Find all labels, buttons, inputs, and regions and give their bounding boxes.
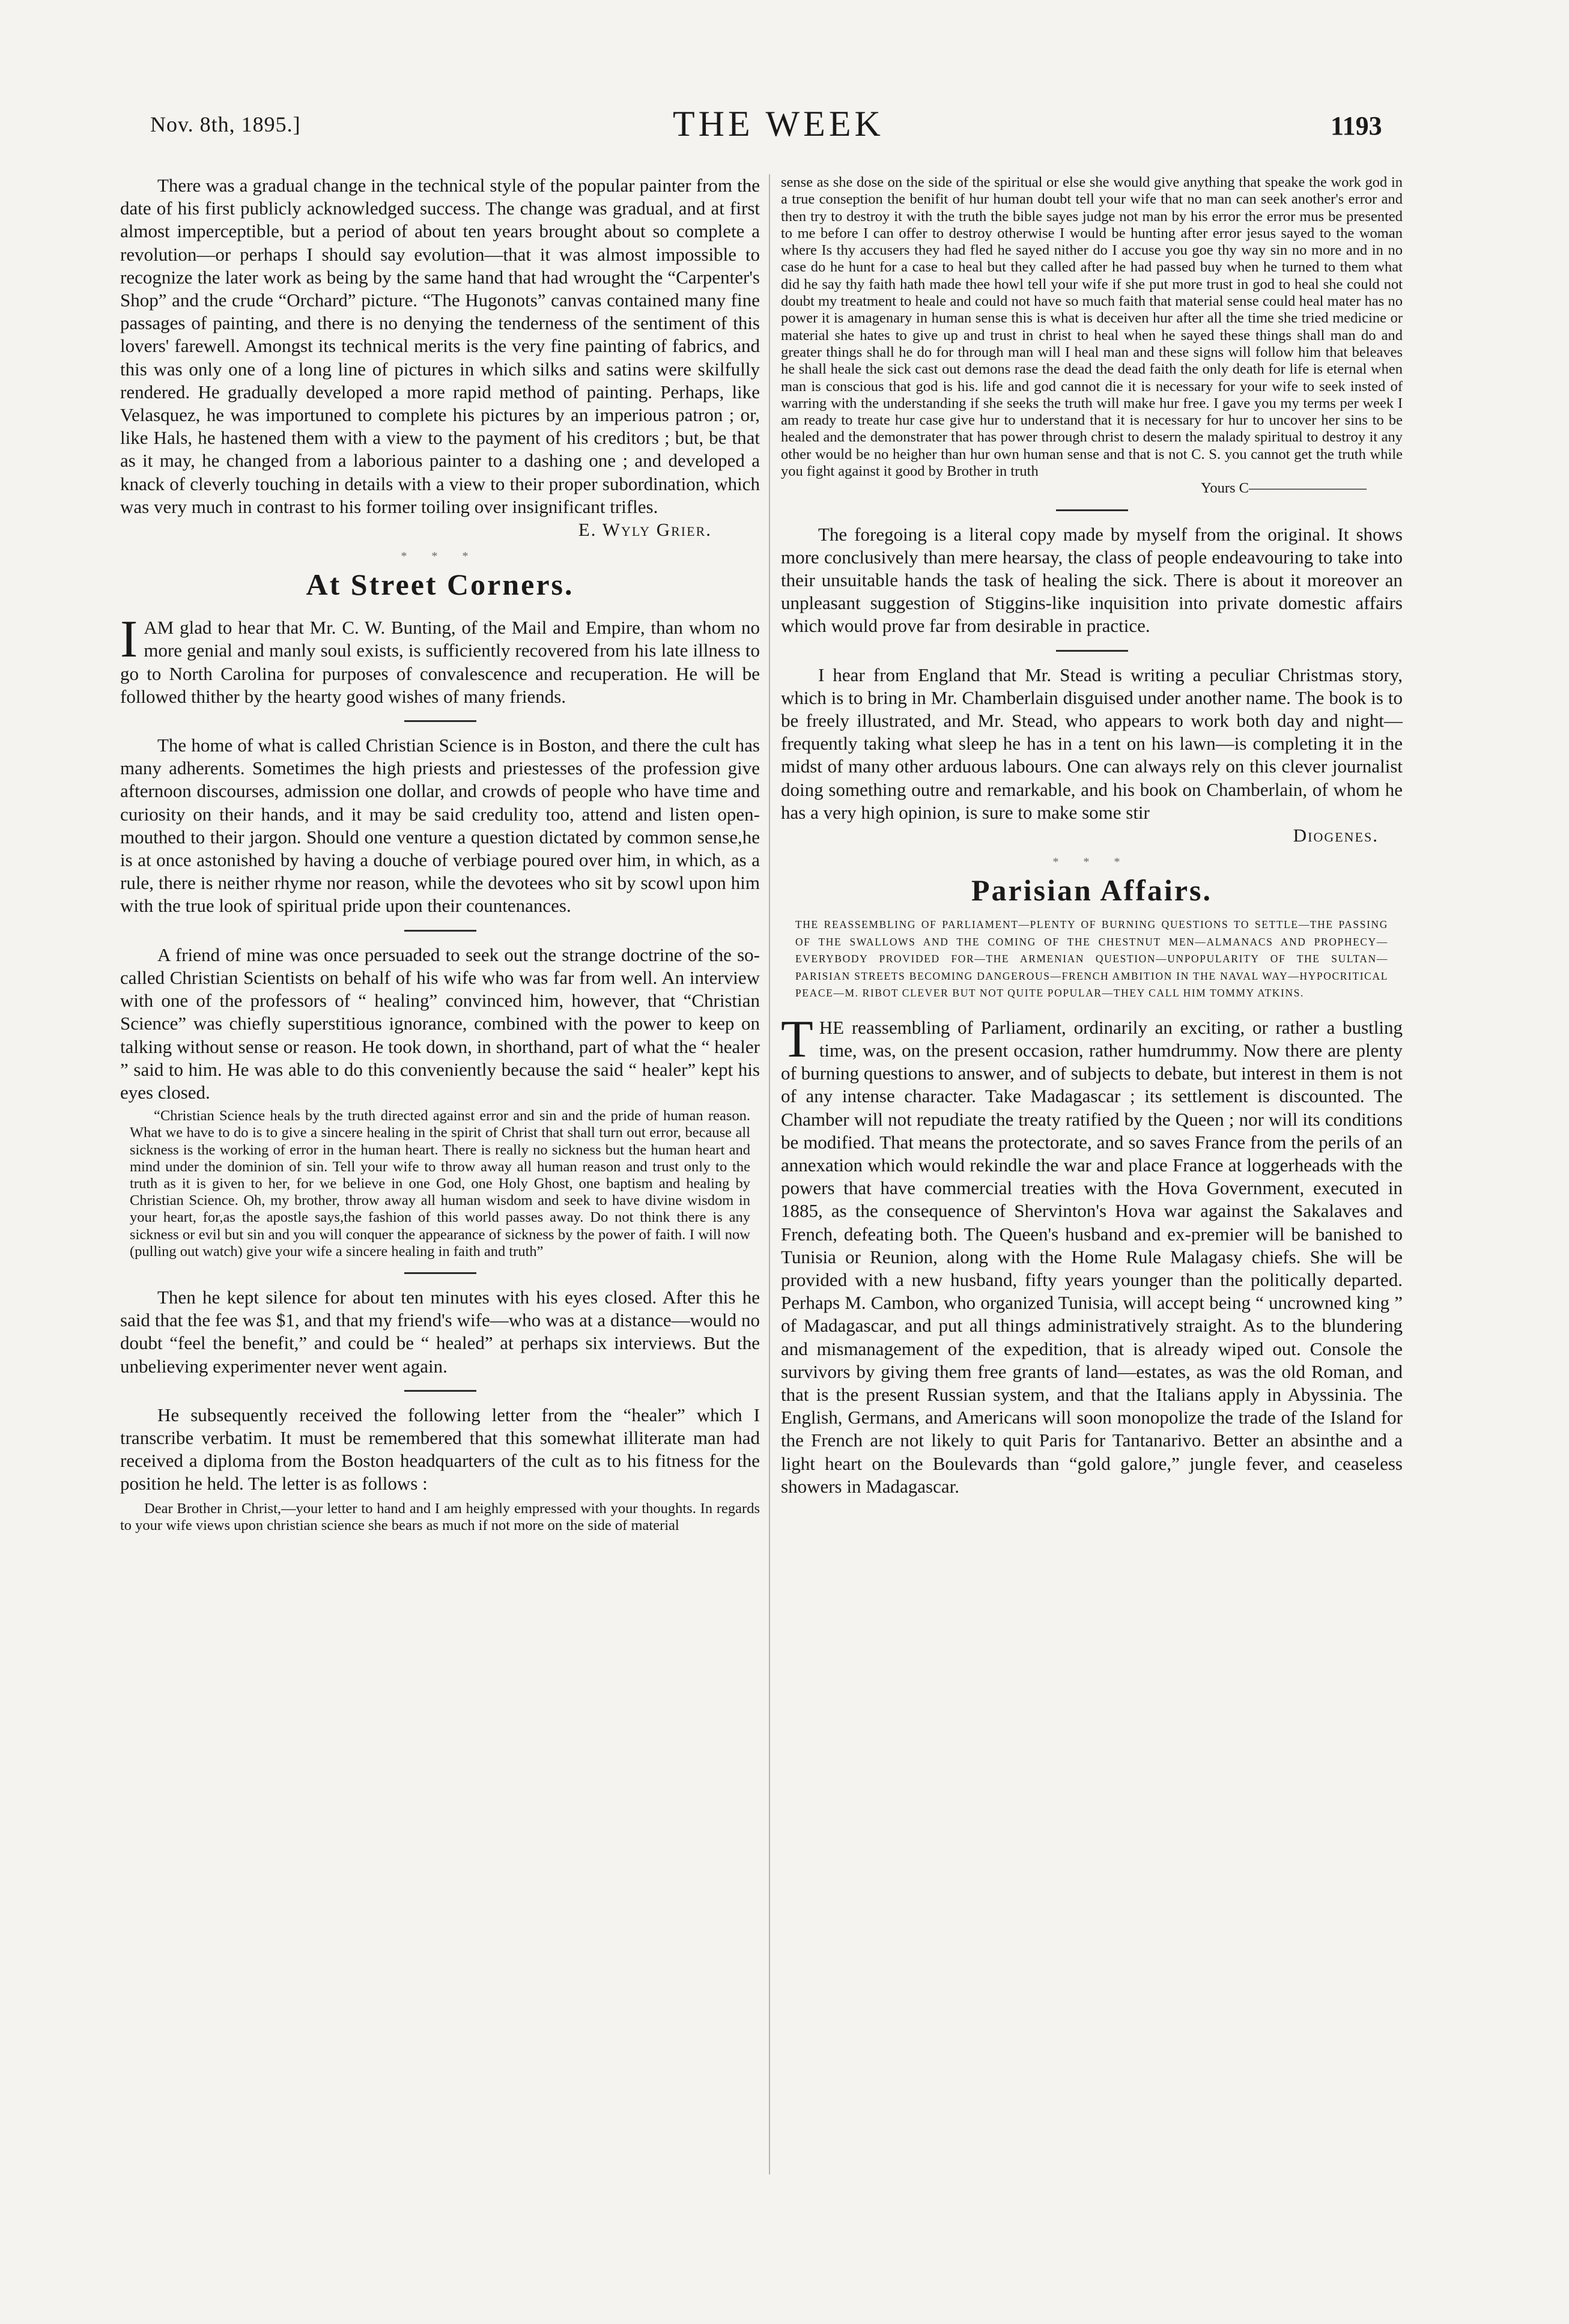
first-word: HE	[819, 1016, 845, 1038]
section-rule	[404, 1390, 476, 1392]
section-rule	[404, 930, 476, 932]
article-paragraph	[120, 610, 760, 708]
article-paragraph: A friend of mine was once persuaded to seek out the strange doctrine of the so-called Christian Scientists on behalf of his wife who was far from well. An interview with one of the professors of “ healing” convinced him, however, that “Christian Science” was chiefly superstitious ignorance, combined with the power to keep on talking without sense or reason. He took down, in shorthand, part of what the “ healer ” said to him. He was able to do this conveniently because the said “ healer” kept his eyes closed.	[120, 944, 760, 1103]
author-signature: E. Wyly Grier.	[578, 519, 712, 541]
left-column	[120, 174, 760, 1534]
section-rule	[1056, 650, 1128, 652]
first-word: AM	[144, 617, 174, 639]
block-quote: “Christian Science heals by the truth directed against error and sin and the pride of human reason. What we have to do is to give a sincere healing in the spirit of Christ that shall turn out error, because all sickness is the working of error in the human heart. There is really no sickness but the human heart and mind under the dominion of sin. Tell your wife to throw away all human reason and trust only to the truth as it is given to her, for we believe in one God, one Holy Ghost, one baptism and healing by Christian Science. Oh, my brother, throw away all human wisdom and seek to have divine wisdom in your heart, for,as the apostle says,the fashion of this world passes away. Do not think there is any sickness or evil but sin and you will conquer the appearance of sickness by the power of faith. I will now (pulling out watch) give your wife a sincere healing in faith and truth”	[130, 1108, 750, 1260]
author-signature: Diogenes.	[1293, 825, 1379, 846]
section-rule	[1056, 509, 1128, 511]
issue-date: Nov. 8th, 1895.]	[150, 112, 301, 136]
section-rule	[404, 1272, 476, 1274]
letter-text: Dear Brother in Christ,—your letter to hand and I am heighly empressed with your thoughts. In regards to your wife views upon christian science she bears as much if not more on the side of material	[120, 1500, 760, 1534]
paragraph-text: reassembling of Parliament, ordinarily an exciting, or rather a bustling time, was, on the present occasion, rather humdrummy. Now there are plenty of burning questions to answer, and of subjects to debate, but interest in them is not of any intense character. Take Madagascar ; its settlement is discounted. The Chamber will not repudiate the treaty ratified by the Queen ; nor will its conditions be modified. That means the protectorate, and so saves France from the perils of an annexation which would rekindle the war and place France at loggerheads with the powers that have commercial treaties with the Hova Government, executed in 1885, as the consequence of Shervinton's Hova war against the Sakalaves and French, defeating both. The Queen's husband and ex-premier will be banished to Tunisia or Reunion, along with the Home Rule Malagasy chiefs. She will be provided with a new husband, fifty years younger than the politically departed. Perhaps M. Cambon, who organized Tunisia, will accept being “ uncrowned king ” of Madagascar, and put all things administratively straight. As to the blundering and mismanagement of the expedition, that is already wiped out. Console the survivors by giving them free grants of land—estates, as was the old Roman, and that is the present Russian system, and that the Italians apply in Abyssinia. The English, Germans, and Americans will soon monopolize the trade of the Island for the French are not likely to quit Paris for Tantanarivo. Better an absinthe and a light heart on the Boulevards than “gold galore,” jungle fever, and ceaseless showers in Madagascar.	[781, 1016, 1403, 1497]
section-heading: At Street Corners.	[306, 568, 574, 602]
letter-text: sense as she dose on the side of the spiritual or else she would give anything that speake the work god in a true conseption the benifit of hur human doubt tell your wife that no man can seek another's error and then try to destroy it with the truth the bible sayes judge not man by his error the error mus be presented to me before I can offer to destroy otherwise I would be hunting after error jesus sayed to the woman where Is thy accusers they had fled he sayed nither do I accuse you goe thy way sin no more and in no case do he hunt for a case to heal but they called after he had passed buy when he turned to them what did he say thy faith hath made thee howl tell your wife if she put more trust in god to heal she could not doubt my treatment to heale and could not have so much faith that material sense could heal mater has no power it is amagenary in human sense this is what is deceiven hur after all the time she tried medicine or material she hates to give up and trust in christ to heal when he sayed these things shall man do and greater things shall he do for through man will I heal man and these signs will follow him that beleaves he shall heale the sick cast out demons rase the dead the dead faith the only death for life is eternal when man is conscious that god is his. life and god cannot die it is necessary for your wife to seek insted of warring with the understanding if she seeks the truth will make hur free. I gave you my terms per week I am ready to treate hur case give hur to understand that it is necessary for hur to uncover her sins to be healed and the demonstrater that has power through christ to desern the malady spiritual to destroy it any other would be no heigher than hur own human sense and that is not C. S. you cannot get the truth while you fight against it good by Brother in truth	[781, 174, 1403, 480]
right-column	[781, 174, 1403, 1498]
column-divider	[769, 174, 770, 2174]
article-subheading: THE REASSEMBLING OF PARLIAMENT—PLENTY OF BURNING QUESTIONS TO SETTLE—THE PASSING OF THE SWALLOWS AND THE COMING OF THE CHESTNUT MEN—ALMANACS AND PROPHECY—EVERYBODY PROVIDED FOR—THE ARMENIAN QUESTION—UNPOPULARITY OF THE SULTAN—PARISIAN STREETS BECOMING DANGEROUS—FRENCH AMBITION IN THE NAVAL WAY—HYPOCRITICAL PEACE—M. RIBOT CLEVER BUT NOT QUITE POPULAR—THEY CALL HIM TOMMY ATKINS.	[795, 918, 1388, 1000]
letter-closing: Yours C————————	[1201, 480, 1367, 497]
section-rule	[404, 720, 476, 722]
article-paragraph: The home of what is called Christian Science is in Boston, and there the cult has many adherents. Sometimes the high priests and priestesses of the profession give afternoon discourses, admission one dollar, and crowds of people who have time and curiosity on their hands, and it may be said credulity too, attend and listen open-mouthed to their jargon. Should one venture a question dictated by common sense,he is at once astonished by having a douche of verbiage poured over him, in which, as a rule, there is neither rhyme nor reason, while the devotees who sit by scowl upon him with the true look of spiritual pride upon their countenances.	[120, 735, 760, 917]
page-number: 1193	[1331, 111, 1382, 141]
section-ornament: * * *	[401, 550, 479, 563]
masthead-title: THE WEEK	[673, 104, 884, 144]
article-paragraph: I hear from England that Mr. Stead is writing a peculiar Christmas story, which is to bring in Mr. Chamberlain disguised under another name. The book is to be freely illustrated, and Mr. Stead, who appears to work both day and night—frequently taking what sleep he has in a tent on his lawn—is completing it in the midst of many other arduous labours. One can always rely on this clever journalist doing something outre and remarkable, and his book on Chamberlain, of whom he has a very high opinion, is sure to make some stir	[781, 664, 1403, 823]
section-ornament: * * *	[1052, 855, 1131, 869]
article-paragraph: Then he kept silence for about ten minutes with his eyes closed. After this he said that the fee was $1, and that my friend's wife—who was at a distance—would no doubt “feel the benefit,” and could be “ healed” at perhaps six interviews. But the unbelieving experimenter never went again.	[120, 1286, 760, 1377]
article-paragraph	[781, 1010, 1403, 1498]
article-paragraph: There was a gradual change in the technical style of the popular painter from the date of his first publicly acknowledged success. The change was gradual, and at first almost imperceptible, but a period of about ten years brought about so complete a revolution—or perhaps I should say evolution—that it was almost impossible to recognize the later work as being by the same hand that had wrought the “Carpenter's Shop” and the crude “Orchard” picture. “The Hugonots” canvas contained many fine passages of painting, and there is no denying the tenderness of the sentiment of this lovers' farewell. Amongst its technical merits is the very fine painting of fabrics, and this was only one of a long line of pictures in which silks and satins were skilfully rendered. He gradually developed a more rapid method of painting. Perhaps, like Velasquez, he was importuned to complete his pictures by an imperious patron ; or, like Hals, he hastened them with a view to the payment of his creditors ; but, be that as it may, he changed from a laborious painter to a dashing one ; and developed a knack of cleverly touching in details with a view to their proper subordination, which was very much in contrast to his former toiling over insignificant trifles.	[120, 175, 760, 517]
drop-cap: T	[781, 1010, 813, 1069]
article-paragraph: He subsequently received the following letter from the “healer” which I transcribe verbatim. It must be remembered that this somewhat illiterate man had received a diploma from the Boston headquarters of the cult as to his fitness for the position he held. The letter is as follows :	[120, 1404, 760, 1494]
paragraph-text: glad to hear that Mr. C. W. Bunting, of the Mail and Empire, than whom no more genial and manly soul exists, is sufficiently recovered from his late illness to go to North Carolina for purposes of convalescence and recuperation. He will be followed thither by the hearty good wishes of many friends.	[120, 617, 760, 707]
section-heading: Parisian Affairs.	[971, 873, 1212, 908]
drop-cap: I	[120, 610, 138, 669]
article-paragraph: The foregoing is a literal copy made by myself from the original. It shows more conclusively than mere hearsay, the class of people endeavouring to take into their unsuitable hands the task of healing the sick. There is about it moreover an unpleasant suggestion of Stiggins-like inquisition into private domestic affairs which would prove far from desirable in practice.	[781, 523, 1403, 637]
